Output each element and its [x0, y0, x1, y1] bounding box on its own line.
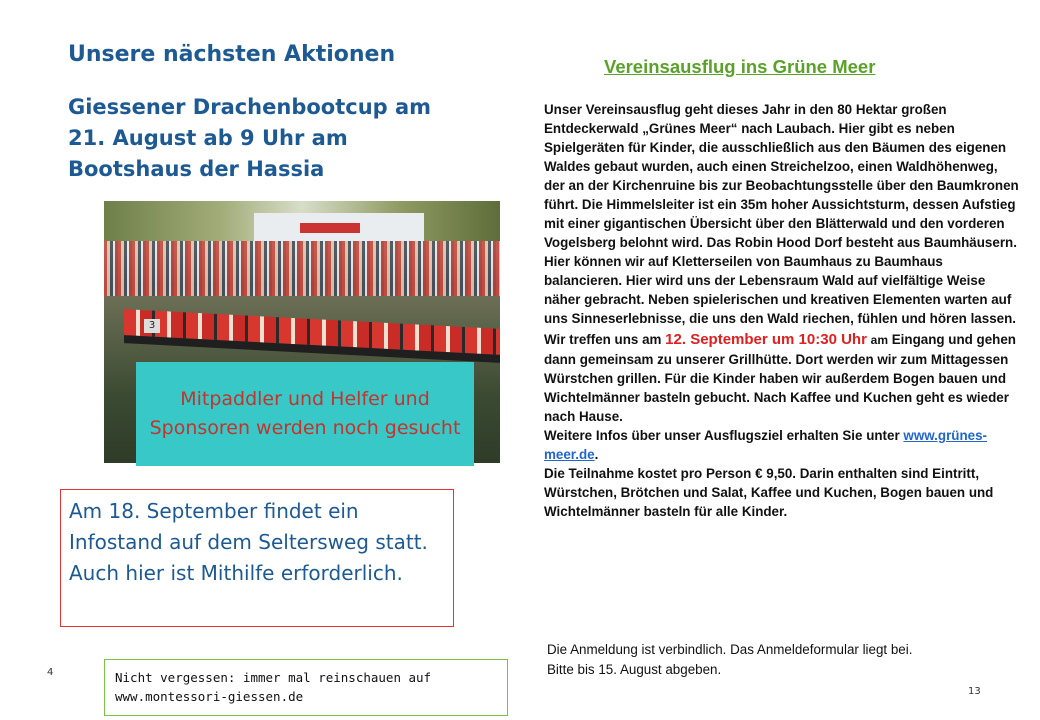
infostand-box	[60, 489, 454, 627]
meet-date: 12. September um 10:30 Uhr	[665, 331, 867, 348]
reminder-box	[104, 659, 508, 716]
photo-banner	[300, 223, 360, 233]
heading-next-actions: Unsere nächsten Aktionen	[68, 42, 396, 67]
info-suffix: .	[594, 447, 599, 462]
signup-line-1: Die Anmeldung ist verbindlich. Das Anmeldeformular liegt bei.	[547, 642, 913, 657]
reminder-url[interactable]: www.montessori-giessen.de	[115, 689, 304, 704]
meet-rest: Eingang und gehen dann gemeinsam zu unserer Grillhütte. Dort werden wir zum Mittagessen Würstchen grillen. Für die Kinder haben wir außerdem Bogen bauen und Wichtelmänner basteln gebucht. Nach Kaffee und Kuchen geht es wieder nach Hause.	[544, 332, 1016, 424]
signup-line-2: Bitte bis 15. August abgeben.	[547, 662, 722, 677]
meet-prefix: Wir treffen uns am	[544, 332, 662, 347]
photo-crowd	[104, 241, 500, 296]
trip-intro-paragraph: Unser Vereinsausflug geht dieses Jahr in den 80 Hektar großen Entdeckerwald „Grünes Meer“ nach Laubach. Hier gibt es neben Spielgeräten für Kinder, die ausschließlich aus den Bäumen des eigenen Waldes gebaut wurden, auch einen Streichelzoo, einen Waldhöhenweg, der an der Kirchenruine bis zur Beobachtungsstelle über den Baumkronen führt. Die Himmelsleiter ist ein 35m hoher Aussichtsturm, dessen Aufstieg mit einer gigantischen Übersicht über den Blätterwald und den vorderen Vogelsberg belohnt wird. Das Robin Hood Dorf besteht aus Baumhäusern. Hier können wir auf Kletterseilen von Baumhaus zu Baumhaus balancieren. Hier wird uns der Lebensraum Wald auf vielfältige Weise näher gebracht. Neben spielerischen und kreativen Elementen warten auf uns Sinneserlebnisse, die uns den Wald riechen, fühlen und hören lassen.	[544, 102, 1019, 326]
meet-am: am	[870, 333, 888, 347]
trip-info-paragraph	[544, 426, 1019, 464]
infostand-text: Am 18. September findet ein Infostand auf dem Seltersweg statt. Auch hier ist Mithilfe erforderlich.	[69, 499, 428, 585]
trip-description	[544, 100, 1019, 521]
signup-note	[547, 640, 1017, 680]
callout-text: Mitpaddler und Helfer und Sponsoren werden noch gesucht	[149, 388, 461, 439]
trip-title: Vereinsausflug ins Grüne Meer	[604, 56, 876, 77]
heading-dragonboat-cup: Giessener Drachenbootcup am 21. August ab 9 Uhr am Bootshaus der Hassia	[68, 95, 432, 181]
helpers-wanted-callout	[136, 362, 474, 466]
info-prefix: Weitere Infos über unser Ausflugsziel erhalten Sie unter	[544, 428, 900, 443]
trip-meeting-paragraph	[544, 330, 1019, 426]
page-number-right: 13	[968, 686, 981, 697]
photo-boat-number: 3	[144, 319, 160, 333]
page-number-left: 4	[47, 667, 54, 678]
info-link[interactable]: www.grünes-meer.de	[544, 428, 987, 462]
reminder-text: Nicht vergessen: immer mal reinschauen auf	[115, 670, 432, 685]
trip-price-paragraph: Die Teilnahme kostet pro Person € 9,50. Darin enthalten sind Eintritt, Würstchen, Brötchen und Salat, Kaffee und Kuchen, Bogen bauen und Wichtelmänner basteln für alle Kinder.	[544, 466, 994, 519]
